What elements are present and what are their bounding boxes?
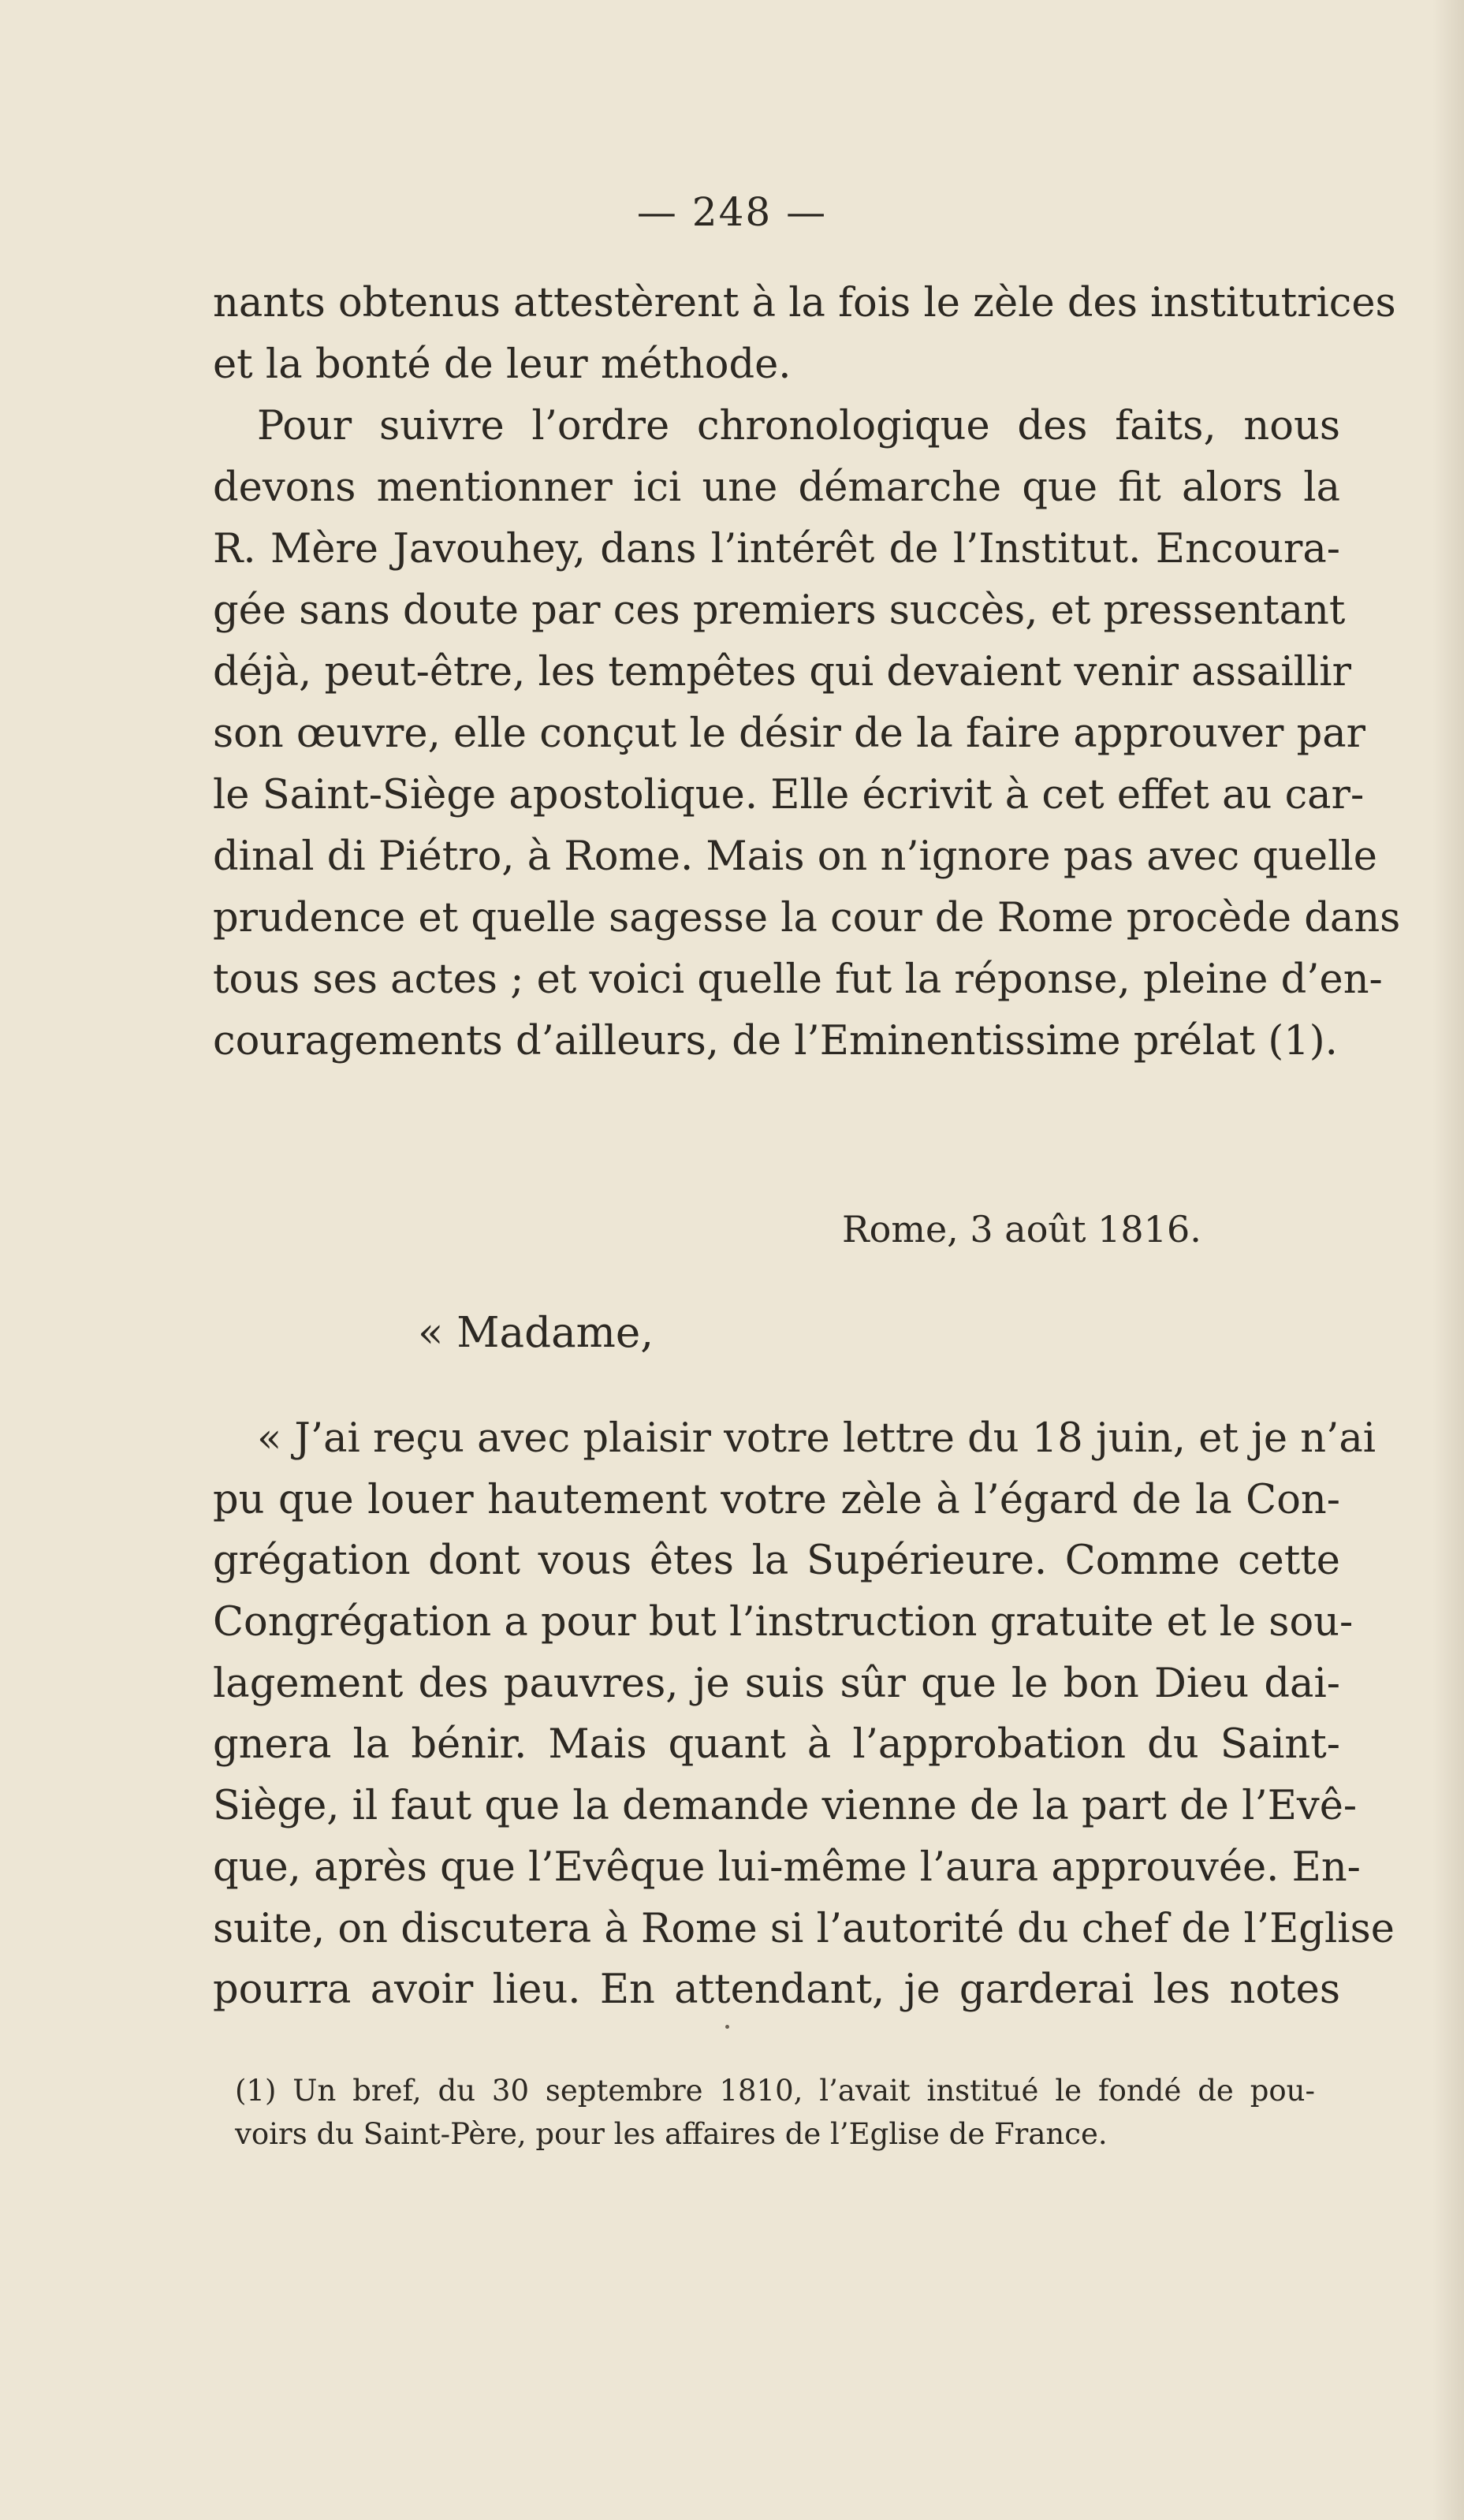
text-line: dinal di Piétro, à Rome. Mais on n’ignore pas avec quelle: [213, 833, 1377, 880]
letter-line: Siège, il faut que la demande vienne de la part de l’Evê-: [213, 1783, 1358, 1830]
text-line: prudence et quelle sagesse la cour de Rome procède dans: [213, 895, 1401, 941]
text-line: devons mentionner ici une démarche que fit alors la: [213, 464, 1340, 511]
letter-line: suite, on discutera à Rome si l’autorité du chef de l’Eglise: [213, 1905, 1395, 1952]
letter-line: « J’ai reçu avec plaisir votre lettre du 18 juin, et je n’ai: [257, 1415, 1376, 1462]
main-paragraphs: [213, 273, 1401, 1072]
text-line: nants obtenus attestèrent à la fois le zèle des institutrices: [213, 280, 1396, 326]
page-number: — 248 —: [636, 189, 828, 235]
letter-line: Congrégation a pour but l’instruction gratuite et le sou-: [213, 1599, 1354, 1646]
letter-line: lagement des pauvres, je suis sûr que le bon Dieu dai-: [213, 1660, 1340, 1707]
text-line: Pour suivre l’ordre chronologique des faits, nous: [257, 403, 1340, 449]
text-line: et la bonté de leur méthode.: [213, 341, 792, 388]
letter-dateline: Rome, 3 août 1816.: [842, 1208, 1201, 1251]
text-line: R. Mère Javouhey, dans l’intérêt de l’Institut. Encoura-: [213, 526, 1340, 572]
footnote-line: voirs du Saint-Père, pour les affaires de l’Eglise de France.: [235, 2117, 1108, 2151]
text-line: le Saint-Siège apostolique. Elle écrivit à cet effet au car-: [213, 772, 1365, 818]
text-line: gée sans doute par ces premiers succès, et pressentant: [213, 587, 1346, 634]
text-line: déjà, peut-être, les tempêtes qui devaient venir assaillir: [213, 649, 1351, 695]
letter-salutation: « Madame,: [418, 1309, 654, 1357]
text-line: tous ses actes ; et voici quelle fut la réponse, pleine d’en-: [213, 956, 1383, 1003]
page-gutter-shadow: [1432, 0, 1464, 2520]
letter-body: [213, 1408, 1395, 2021]
letter-line: pourra avoir lieu. En attendant, je garderai les notes: [213, 1966, 1340, 2014]
letter-line: pu que louer hautement votre zèle à l’égard de la Con-: [213, 1476, 1340, 1523]
letter-line: gnera la bénir. Mais quant à l’approbation du Saint-: [213, 1721, 1340, 1769]
letter-line: grégation dont vous êtes la Supérieure. Comme cette: [213, 1538, 1340, 1585]
footnote-line: (1) Un bref, du 30 septembre 1810, l’avait institué le fondé de pou-: [235, 2074, 1315, 2108]
text-line: couragements d’ailleurs, de l’Eminentissime prélat (1).: [213, 1018, 1338, 1064]
letter-line: que, après que l’Evêque lui-même l’aura approuvée. En-: [213, 1843, 1361, 1891]
footnote-separator-dot: [725, 2025, 729, 2029]
footnote: [235, 2069, 1315, 2156]
text-line: son œuvre, elle conçut le désir de la faire approuver par: [213, 710, 1366, 757]
